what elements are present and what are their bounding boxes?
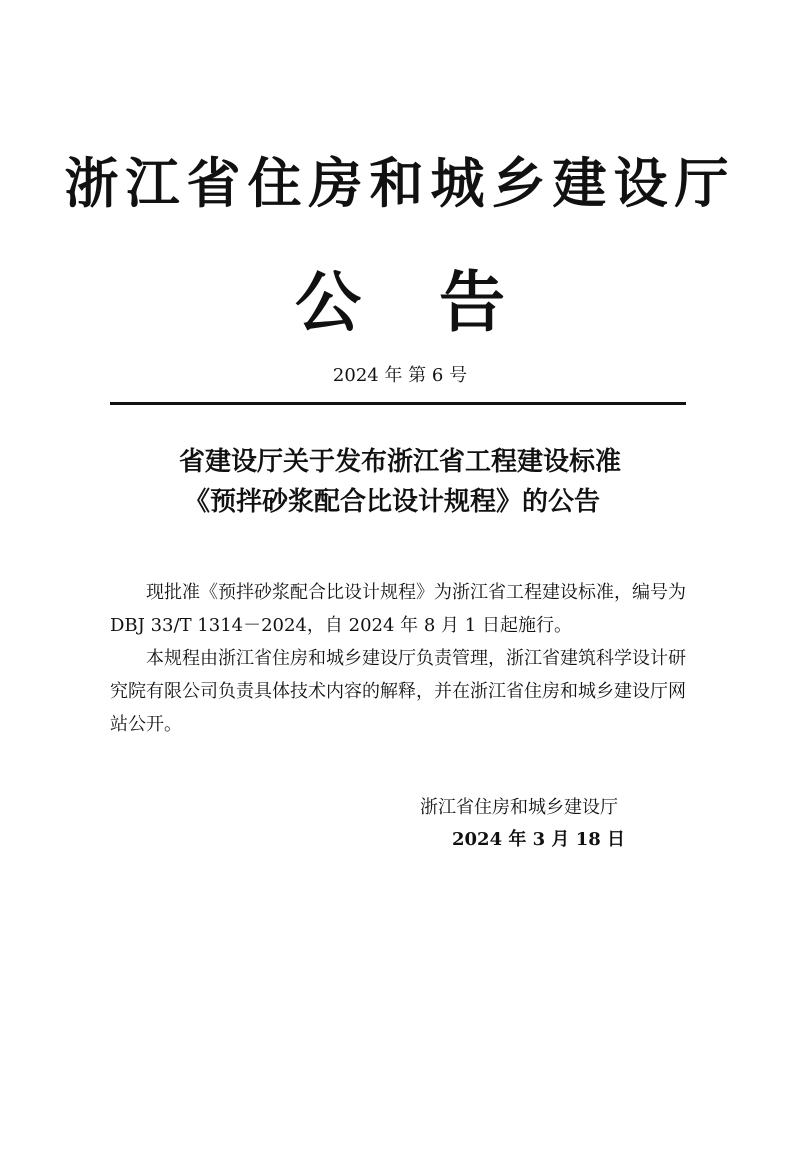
issuing-authority: 浙江省住房和城乡建设厅 bbox=[64, 151, 736, 215]
document-type-char-1: 公 bbox=[295, 263, 361, 341]
body-paragraph-2-block bbox=[110, 642, 686, 741]
body-paragraph-2: 本规程由浙江省住房和城乡建设厅负责管理，浙江省建筑科学设计研究院有限公司负责具体技术内容的解释，并在浙江省住房和城乡建设厅网站公开。 bbox=[110, 648, 686, 735]
body-paragraph-1-block bbox=[110, 576, 686, 642]
document-type-char-2: 告 bbox=[439, 263, 505, 341]
document-number: 2024 年 第 6 号 bbox=[332, 365, 468, 386]
document-type bbox=[0, 262, 800, 342]
body-paragraph-1: 现批准《预拌砂浆配合比设计规程》为浙江省工程建设标准，编号为 DBJ 33/T 1314－2024，自 2024 年 8 月 1 日起施行。 bbox=[110, 582, 686, 636]
announcement-title-line-2: 《预拌砂浆配合比设计规程》的公告 bbox=[183, 487, 600, 517]
announcement-title-line-1: 省建设厅关于发布浙江省工程建设标准 bbox=[178, 447, 621, 477]
header-divider bbox=[110, 402, 686, 405]
signature-date: 2024 年 3 月 18 日 bbox=[452, 829, 626, 850]
signature-organization: 浙江省住房和城乡建设厅 bbox=[420, 797, 618, 818]
